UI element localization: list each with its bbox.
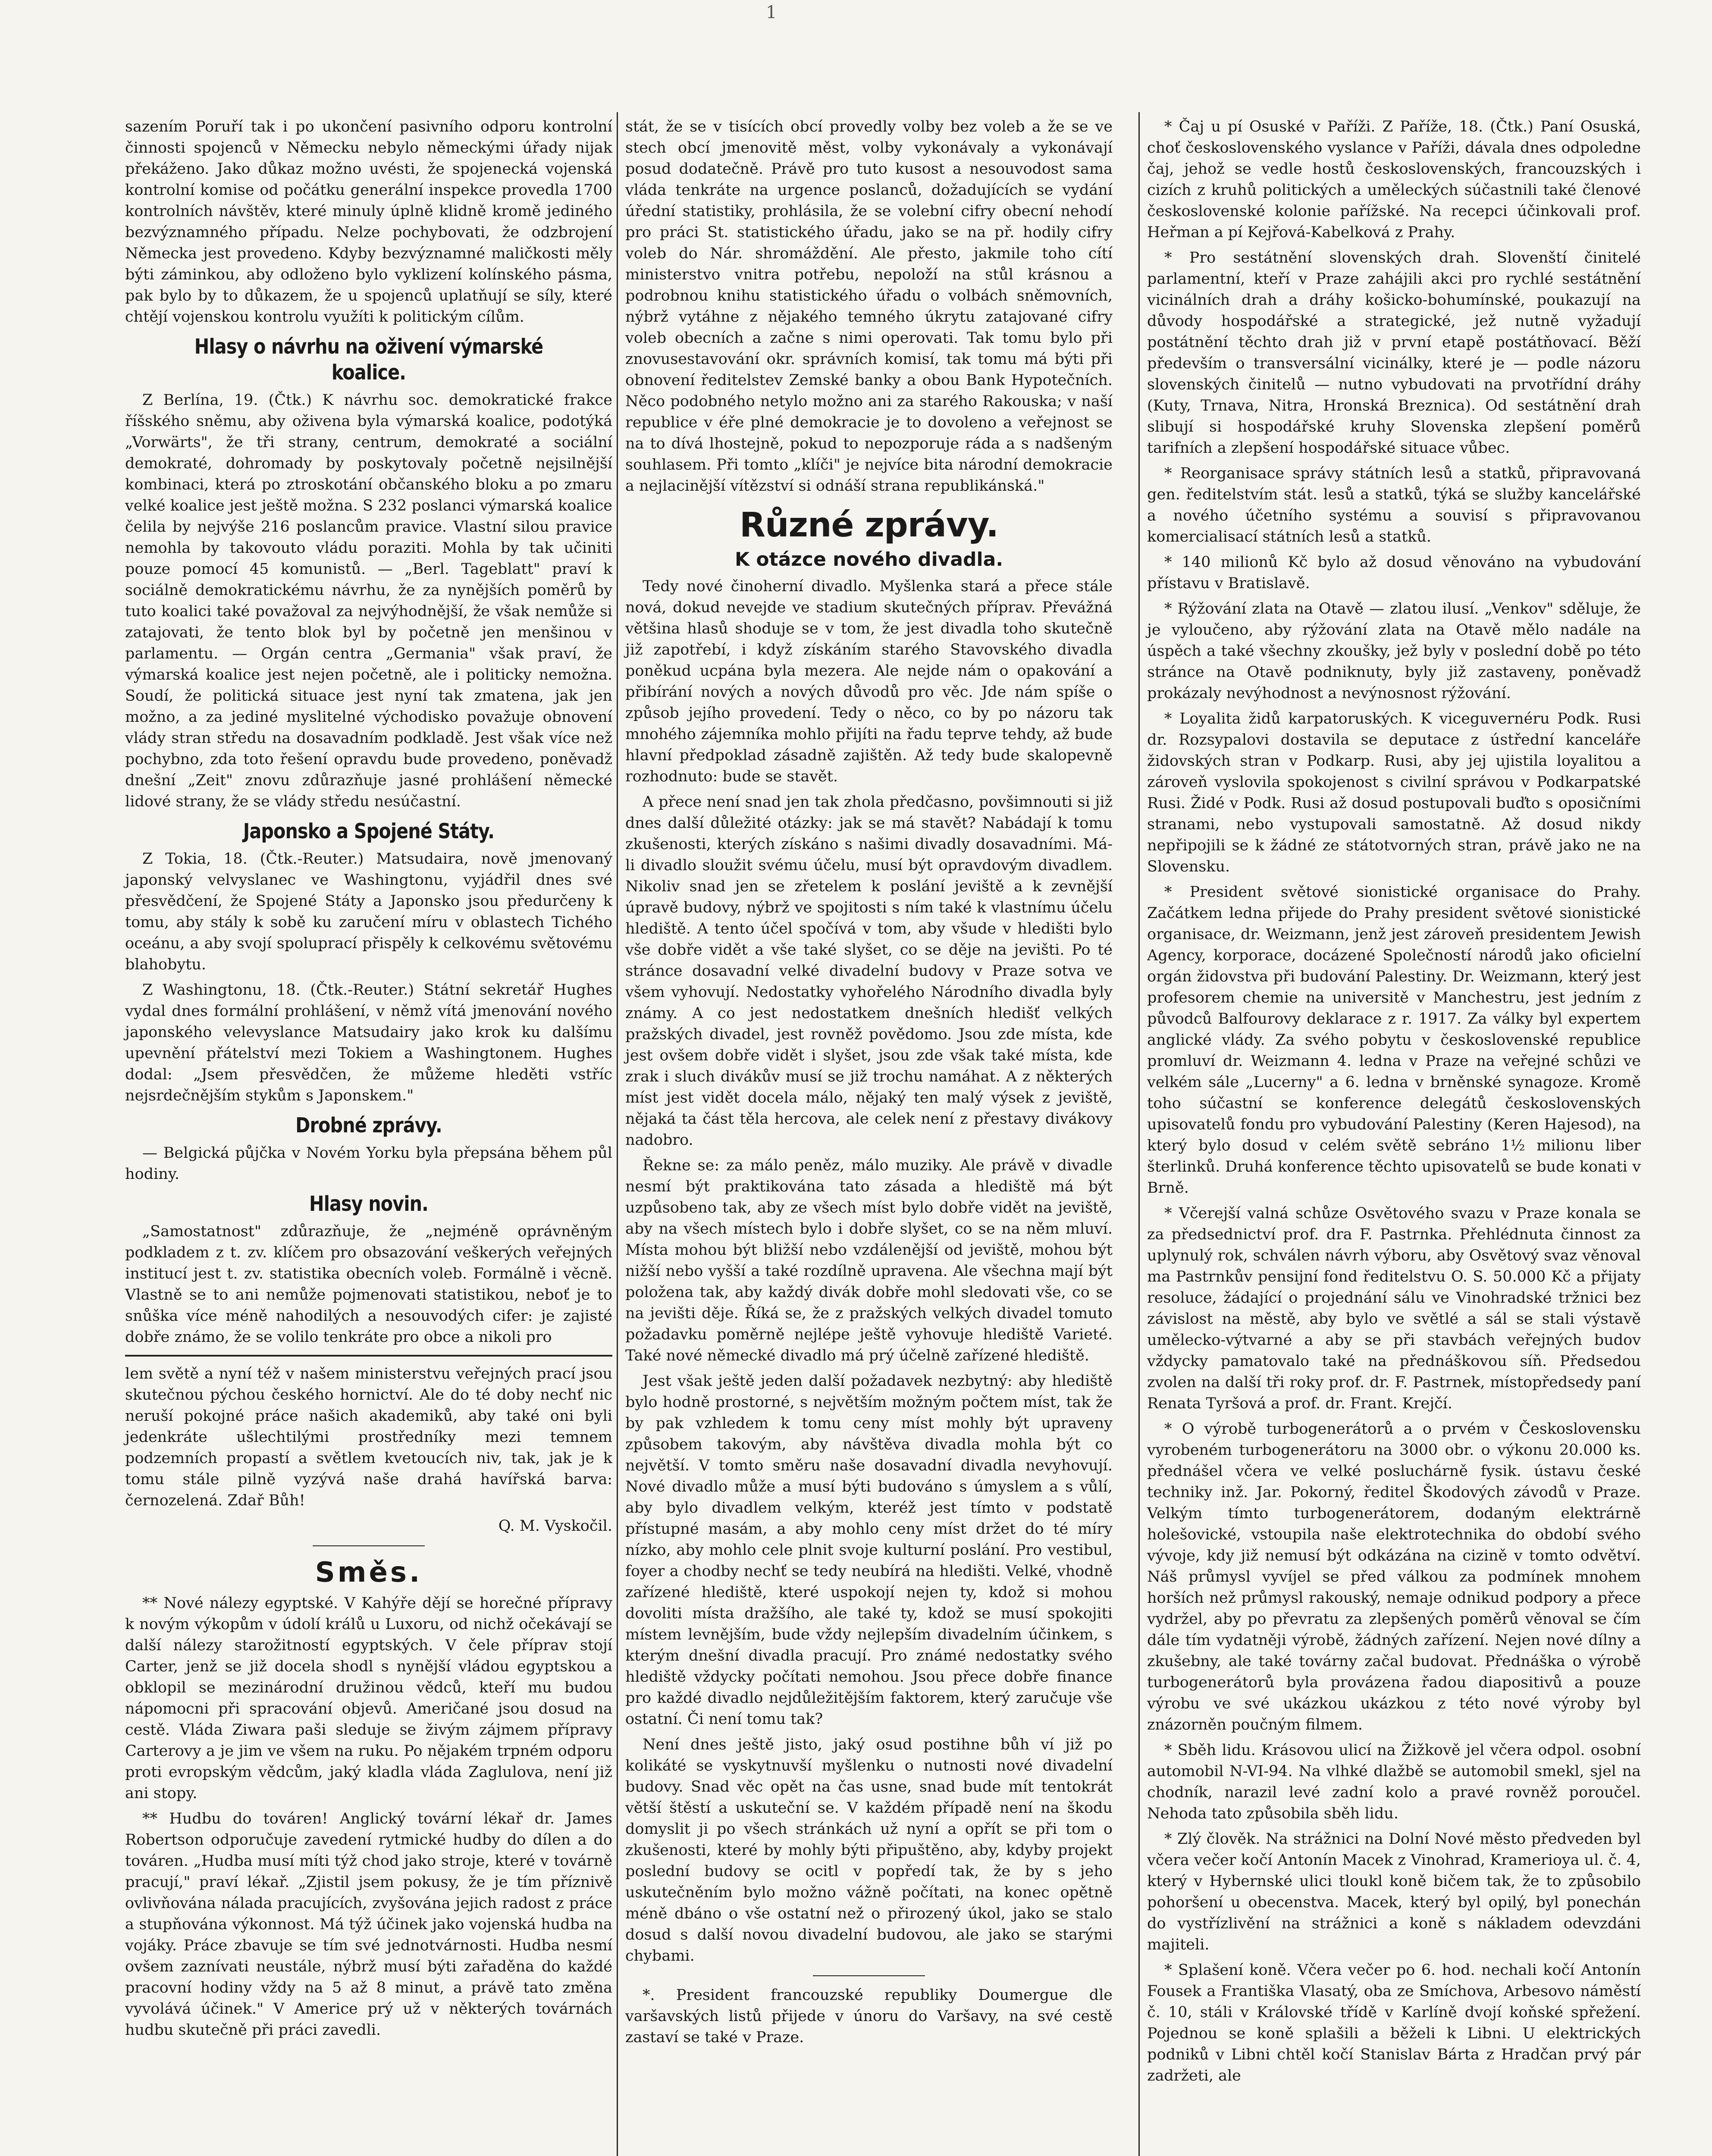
article-text: Z Berlína, 19. (Čtk.) K návrhu soc. demokratické frakce říšského sněmu, aby oživena byla výmarská koalice, podotýká „Vorwärts", že tři strany, centrum, demokraté a sociální demokraté, dohromady by poskytovaly početně nejsilnější kombinaci, která po ztroskotání občanského bloku a po zmaru velké koalice jest ještě možna. S 232 poslanci výmarská koalice čelila by nejvýše 216 poslancům pravice. Vlastní silou pravice nemohla by takovouto vládu poraziti. Mohla by tak učiniti pouze pomocí 45 komunistů. — „Berl. Tageblatt" praví k sociálně demokratickému návrhu, že za nynějších poměrů by tuto koalici také považoval za nejvýhodnější, že však nemůže si zatajovati, že tento blok byl by početně jen menšinou v parlamentu. — Orgán centra „Germania" však praví, že výmarská koalice jest nejen početně, ale i politicky nemožna. Soudí, že politická situace jest nyní tak zmatena, jak jen možno, a za jediné myslitelné východisko považuje obnovení vlády stran středu na dosavadním podkladě. Jest však více než pochybno, zda toto řešení opravdu bude provedeno, poněvadž dnešní „Zeit" znovu zdůrazňuje jasné prohlášení německé lidové strany, že se vlády středu nesúčastní. <box>125 392 612 810</box>
column-rule-2 <box>1138 112 1140 2156</box>
headline-divadlo: K otázce nového divadla. <box>734 548 1003 570</box>
article-text: Tedy nové činoherní divadlo. Myšlenka stará a přece stále nová, dokud nevejde ve stadium skutečných příprav. Převážná většina hlasů shoduje se v tom, že jest divadla toho skutečně již zapotřebí, i když získáním starého Stavovského divadla poněkud ucpána byla mezera. Ale nejde nám o opakování a přibírání nových a nových důvodů pro věc. Jde nám spíše o způsob jejího provedení. Tedy o něco, co by po názoru tak mnohého zájemníka mohlo přijíti na řadu teprve tehdy, až bude hlavní předpoklad zásadně zajištěn. Až tedy bude skalopevně rozhodnuto: bude se stavět. <box>625 578 1113 785</box>
article-text: Z Tokia, 18. (Čtk.-Reuter.) Matsudaira, nově jmenovaný japonský velvyslanec ve Washingtonu, vyjádřil dnes své přesvědčení, že Spojené Státy a Japonsko jsou předurčeny k tomu, aby stály k sobě ku zaručení míru v oblastech Tichého oceánu, a aby svojí spoluprací přispěly k celkovému světovému blahobytu. <box>125 850 612 973</box>
column-1 <box>125 116 612 2045</box>
article-text: sazením Poruří tak i po ukončení pasivního odporu kontrolní činnosti spojenců v Německu nebylo německými úřady nijak překáženo. Jako důkaz možno uvésti, že spojenecká vojenská kontrolní komise od počátku generální inspekce provedla 1700 kontrolních návštěv, které minuly úplně klidně kromě jediného bezvýznamného případu. Nelze pochybovati, že odzbrojení Německa jest provedeno. Kdyby bezvýznamné maličkosti měly býti záminkou, aby odloženo bylo vyklizení kolínského pásma, pak bylo by to důkazem, že u spojenců uplatňují se síly, které chtějí vojenskou kontrolu využíti k politickým cílům. <box>125 118 612 326</box>
article-text: ** Hudbu do továren! Anglický tovární lékař dr. James Robertson odporučuje zavedení rytmické hudby do dílen a do továren. „Hudba musí míti týž chod jako stroje, které v továrně pracují," praví lékař. „Zjistil jsem pokusy, že je tím příznivě ovlivňována nálada pracujících, zvyšována jejich radost z práce a stupňována výkonnost. Má týž účinek jako vojenská hudba na vojáky. Práce zbavuje se tím své jednotvárnosti. Hudba nesmí ovšem zaznívati neustále, nýbrž musí býti zařaděna do každé pracovní hodiny vždy na 5 až 8 minut, a právě tato změna vyvolává účinek." V Americe prý už v některých továrnách hudbu skutečně při práci zavedli. <box>125 1810 612 2039</box>
article-text: * Čaj u pí Osuské v Paříži. Z Paříže, 18. (Čtk.) Paní Osuská, choť československého vyslance v Paříži, dávala dnes odpoledne čaj, jehož se vedle hostů československých, francouzských i cizích z kruhů politických a uměleckých súčastnili také členové československé kolonie pařížské. Na recepci účinkovali prof. Heřman a pí Kejřová-Kabelková z Prahy. <box>1147 118 1641 241</box>
article-text: Není dnes ještě jisto, jaký osud postihne bůh ví již po kolikáté se vyskytnuvší myšlenku o nutnosti nové divadelní budovy. Snad věc opět na čas usne, snad bude mít tentokrát větší štěstí a uskuteční se. V každém případě není na škodu domyslit ji po všech stránkách už nyní a opřít se při tom o zkušenosti, které by mohly býti připuštěno, aby, kdyby projekt poslední budovy se ocitl v popředí tak, že by s jeho uskutečněním bylo možno vážně počítati, na konec opětně méně dbáno o vše ostatní než o přirozený úkol, jako se stalo dosud s další novou divadelní budovou, ale jako se starými chybami. <box>625 1736 1113 1965</box>
article-text: lem světě a nyní též v našem ministerstvu veřejných prací jsou skutečnou pýchou českého hornictví. Ale do té doby nechť nic neruší pokojné práce našich akademiků, aby také oni byli jedenkráte ušlechtilými prostředníky mezi temnem podzemních propastí a světlem kvetoucích niv, tak, jak je k tomu stále pilně vyzývá naše drahá havířská barva: černozelená. Zdař Bůh! <box>125 1365 612 1509</box>
article-text: * Splašení koně. Včera večer po 6. hod. nechali kočí Antonín Fousek a Františka Vlasatý, oba ze Smíchova, Arbesovo náměstí č. 10, stáli v Královské třídě v Karlíně dvojí koňské spřežení. Pojednou se koně splašili a běželi k Libni. U elektrických podniků v Libni chtěl kočí Stanislav Bárta z Hradčan prvý pár zadržeti, ale <box>1147 1962 1641 2084</box>
article-text: * Včerejší valná schůze Osvětového svazu v Praze konala se za předsednictví prof. dra F. Pastrnka. Přehlédnuta činnost za uplynulý rok, schválen návrh výboru, aby Osvětový svaz věnoval ma Pastrnkův pensijní fond ředitelstvu O. S. 50.000 Kč a přijaty resoluce, žádající o projednání sálu ve Vinohradské tržnici bez závislost na městě, aby bylo ve světlé a sál se stali výstavě umělecko-výtvarné a aby se při stavbách veřejných budov vždycky pamatovalo také na přednáškovou síň. Předsedou zvolen na další tři roky prof. dr. F. Pastrnek, místopředsedy paní Renata Tyršová a prof. dr. Frant. Krejčí. <box>1147 1205 1641 1412</box>
separator <box>313 1545 425 1546</box>
headline-drobne: Drobné zprávy. <box>295 1113 442 1138</box>
article-text: stát, že se v tisících obcí provedly volby bez voleb a že se ve stech obcí jmenovitě měst, volby vykonávaly a vykonávají posud dodatečně. Právě pro tuto kusost a nesouvodost sama vláda tenkráte na urgence poslanců, dožadujících se vydání úřední statistiky, prohlásila, že se volební cifry obecní nehodí pro práci St. statistického úřadu, jako se na př. hodily cifry voleb do Nár. shromáždění. Ale přesto, jakmile toho cítí ministerstvo vnitra potřebu, nepoloží na stůl krásnou a podrobnou knihu statistického úřadu o volbách sněmovních, nýbrž vytáhne z nějakého temného úkrytu zatajované cifry voleb obecních a začne s nimi operovati. Tak tomu bylo při znovusestavování okr. správních komisí, tak tomu má býti při obnovení ředitelstev Zemské banky a obou Bank Hypotečních. Něco podobného netylo možno ani za starého Rakouska; v naší republice v éře plné demokracie je to dovoleno a veřejnost se na to dívá lhostejně, pokud to nepozporuje ráda a s nadšeným souhlasem. Při tomto „klíči" je nejvíce bita národní demokracie a nejlacinější vítězství si odnáší strana republikánská." <box>625 118 1113 495</box>
page-mark: 1 <box>766 3 777 22</box>
column-3 <box>1147 116 1641 2091</box>
article-text: * Loyalita židů karpatoruských. K viceguvernéru Podk. Rusi dr. Rozsypalovi dostavila se deputace z ústřední kanceláře židovských stran v Podkarp. Rusi, aby jej ujistila loyalitou a zároveň vyslovila spokojenost s civilní správou v Podkarpatské Rusi. Židé v Podk. Rusi až dosud postupovali buďto s oposičními stranami, nebo vystupovali samostatně. Až dosud nikdy nepřipojili se k žádné ze státotvorných stran, právě jako ne na Slovensku. <box>1147 710 1641 875</box>
article-text: Jest však ještě jeden další požadavek nezbytný: aby hlediště bylo hodně prostorné, s největším možným počtem míst, tak že by pak vzhledem k tomu ceny míst mohly být upraveny způsobem takovým, aby návštěva divadla mohla být co největší. V tomto směru naše dosavadní divadla nevyhovují. Nové divadlo může a musí býti budováno s úmyslem a s vůlí, aby bylo divadlem velkým, kteréž jest tímto v podstatě přístupné masám, a aby mohlo ceny míst držet do té míry nízko, aby mohlo cele plnit svoje kulturní poslání. Pro vestibul, foyer a chodby nechť se tedy neubírá na hledišti. Velké, vhodně zařízené hlediště, které uspokojí nejen ty, kdož si mohou dovoliti místa dražšího, ale také ty, kdož se musí spokojiti místem levnějším, bude vždy nejlepším divadelním účinkem, s kterým dnešní divadla pracují. Pro známé nedostatky svého hlediště vždycky počítati nemohou. Jsou přece dobře finance pro každé divadlo nejdůležitějším faktorem, který zaručuje vše ostatní. Či není tomu tak? <box>625 1373 1113 1728</box>
article-text: * 140 milionů Kč bylo až dosud věnováno na vybudování přístavu v Bratislavě. <box>1147 554 1641 592</box>
column-2 <box>625 116 1113 2053</box>
article-text: * Rýžování zlata na Otavě — zlatou ilusí. „Venkov" sděluje, že je vyloučeno, aby rýžování zlata na Otavě mělo nadále na úspěch a také všechny zkoušky, jež byly v poslední době po této stránce na Otavě podniknuty, byly již zastaveny, poněvadž prokázaly nevýhodnost a nevýnosnost rýžování. <box>1147 600 1641 702</box>
article-text: * Pro sestátnění slovenských drah. Slovenští činitelé parlamentní, kteří v Praze zahájili akci pro rychlé sestátnění vicinálních drah a dráhy košicko-bohumínské, poukazují na důvody hospodářské a strategické, jež nutně vyžadují postátnění těchto drah již v první etapě postátňovací. Běží především o transversální vicinálky, které je — podle názoru slovenských činitelů — nutno vybudovati na prvotřídní dráhy (Kuty, Trnava, Nitra, Hronská Breznica). Od sestátnění drah slibují si hospodářské kruhy Slovenska zlepšení poměrů tarifních a zlepšení hospodářské situace vůbec. <box>1147 249 1641 457</box>
article-text: „Samostatnost" zdůrazňuje, že „nejméně oprávněným podkladem z t. zv. klíčem pro obsazování veškerých veřejných institucí jest t. zv. statistika obecních voleb. Formálně i věcně. Vlastně se to ani nemůže pojmenovati statistikou, neboť je to snůška více méně nahodilých a nesouvodých cifer: je zajisté dobře známo, že se volilo tenkráte pro obce a nikoli pro <box>125 1223 612 1346</box>
separator <box>125 1355 612 1357</box>
article-text: *. President francouzské republiky Doumergue dle varšavských listů přijede v únoru do Varšavy, na své cestě zastaví se také v Praze. <box>625 1987 1113 2046</box>
column-rule-1 <box>617 112 618 2156</box>
headline-koalice: Hlasy o návrhu na oživení výmarské koalice. <box>194 335 543 385</box>
article-text: * President světové sionistické organisace do Prahy. Začátkem ledna přijede do Prahy president světové sionistické organisace, dr. Weizmann, jenž jest zároveň presidentem Jewish Agency, korporace, docázené Společností národů jako oficielní orgán židovstva při budování Palestiny. Dr. Weizmann, který jest profesorem chemie na universitě v Manchestru, jest jedním z původců Balfourovy deklarace z r. 1917. Za války byl expertem anglické vlády. Za svého pobytu v československé republice promluví dr. Weizmann 4. ledna v Praze na veřejné schůzi ve velkém sále „Lucerny" a 6. ledna v brněnské synagoze. Kromě toho súčastní se konference delegátů československých upisovatelů fondu pro vybudování Palestiny (Keren Hajesod), na který bylo dosud v celém světě sebráno 1½ milionu liber šterlinků. Druhá konference těchto upisovatelů se bude konati v Brně. <box>1147 884 1641 1197</box>
article-text: ** Nové nálezy egyptské. V Kahýře dějí se horečné přípravy k novým výkopům v údolí králů u Luxoru, od nichž očekávají se další nálezy starožitností egyptských. V čele příprav stojí Carter, jenž se již docela shodl s nynější vládou egyptskou a obklopil se mezinárodní družinou vědců, kteří mu budou nápomocni při spracování objevů. Američané jsou dosud na cestě. Vláda Ziwara paši sleduje se živým zájmem přípravy Carterovy a je jim ve všem na ruku. Po nějakém trpném odporu proti evropským vědcům, jaký kladla vláda Zaglulova, není již ani stopy. <box>125 1595 612 1802</box>
separator <box>813 1975 925 1976</box>
article-text: Řekne se: za málo peněz, málo muziky. Ale právě v divadle nesmí být praktikována tato zásada a hlediště má být uzpůsobeno tak, aby ze všech míst bylo dobře vidět na jeviště, aby na všech místech bylo i dobře slyšet, co se na něm mluví. Místa mohou být bližší nebo vzdálenější od jeviště, mohou být nižší nebo vyšší a také rozdílně upravena. Ale všechna mají být položena tak, aby každý divák dobře mohl sledovati vše, co se na jevišti děje. Říká se, že z pražských velkých divadel tomuto požadavku poměrně nejlépe ještě vyhovuje hlediště Varieté. Také nové německé divadlo má prý účelně zařízené hlediště. <box>625 1157 1113 1364</box>
article-text: * Sběh lidu. Krásovou ulicí na Žižkově jel včera odpol. osobní automobil N-VI-94. Na vlhké dlažbě se automobil smekl, sjel na chodník, narazil levé zadní kolo a pravé rovněž poroučel. Nehoda tato způsobila sběh lidu. <box>1147 1742 1641 1822</box>
article-text: — Belgická půjčka v Novém Yorku byla přepsána během půl hodiny. <box>125 1144 612 1183</box>
article-text: A přece není snad jen tak zhola předčasno, povšimnouti si již dnes další důležité otázky: jak se má stavět? Nabádají k tomu zkušenosti, kterých získáno s našimi divadly dosavadními. Má-li divadlo sloužit svému účelu, musí být opravdovým divadlem. Nikoliv snad jen se zřetelem k poslání jeviště a k zevnější úpravě budovy, nýbrž ve spojitosti s ním také k vlastnímu účelu hlediště. A tento účel spočívá v tom, aby všude v hledišti bylo vše dobře vidět a vše také slyšet, co se děje na jevišti. Po té stránce dosavadní velké divadelní budovy v Praze sotva ve všem vyhovují. Nedostatky vyhořelého Národního divadla byly známy. A co jest nedostatkem dnešních hledišť velkých pražských divadel, jest rovněž povědomo. Jsou zde místa, kde jest ovšem dobře vidět i slyšet, jsou zde však také místa, kde zrak i sluch divákův musí se již trochu namáhat. A z některých míst jest vidět docela málo, nějaký ten malý výsek z jeviště, nějaká ta část těla hercova, ale celek není z přestavy divákovy nadobro. <box>625 793 1113 1149</box>
headline-japonsko: Japonsko a Spojené Státy. <box>243 819 495 843</box>
article-text: * Zlý člověk. Na strážnici na Dolní Nové město předveden byl včera večer kočí Antonín Macek z Vinohrad, Kramerioya ul. č. 4, který v Hybernské ulici tloukl koně bičem tak, že to způsobilo pohoršení u obecenstva. Macek, který byl opilý, byl ponechán do vystřízlivění na strážnici a koně s nákladem odevzdáni majiteli. <box>1147 1830 1641 1953</box>
article-text: Z Washingtonu, 18. (Čtk.-Reuter.) Státní sekretář Hughes vydal dnes formální prohlášení, v němž vítá jmenování nového japonského velevyslance Matsudairy jako krok ku dalšímu upevnění přátelství mezi Tokiem a Washingtonem. Hughes dodal: „Jsem přesvědčen, že můžeme hleděti vstříc nejsrdečnějším stykům s Japonskem." <box>125 981 612 1104</box>
signature: Q. M. Vyskočil. <box>498 1517 612 1535</box>
section-ruzne: Různé zprávy. <box>739 506 999 545</box>
headline-hlasy: Hlasy novin. <box>309 1192 428 1216</box>
section-smes: Směs. <box>315 1557 423 1589</box>
article-text: * Reorganisace správy státních lesů a statků, připravovaná gen. ředitelstvím stát. lesů a statků, týká se služby kancelářské a nového účetního systému a souvisí s připravovanou komercialisací státních lesů a statků. <box>1147 465 1641 545</box>
article-text: * O výrobě turbogenerátorů a o prvém v Československu vyrobeném turbogenerátoru na 3000 obr. o výkonu 20.000 ks. přednášel včera ve velké posluchárně fysik. ústavu české techniky inž. Jar. Pokorný, ředitel Škodových závodů v Praze. Velkým tímto turbogenerátorem, dodaným elektrárně holešovické, vstoupila naše elektrotechnika do období svého vývoje, kdy již nemusí být odkázána na cizině v tomto odvětví. Náš průmysl vyvíjel se před válkou za podmínek mnohem horších než průmysl rakouský, nemaje odnikud podpory a přece vydržel, aby po převratu za zlepšených poměrů věnoval se čím dále tím vydatněji výrobě, žádných zařízení. Nejen nové dílny a zkušebny, ale také továrny začal budovat. Přednáška o výrobě turbogenerátorů byla provázena řadou diapositivů a pouze výrobu ve své ukázkou ukázkou z této nové výroby byl znázorněn poučným filmem. <box>1147 1420 1641 1733</box>
